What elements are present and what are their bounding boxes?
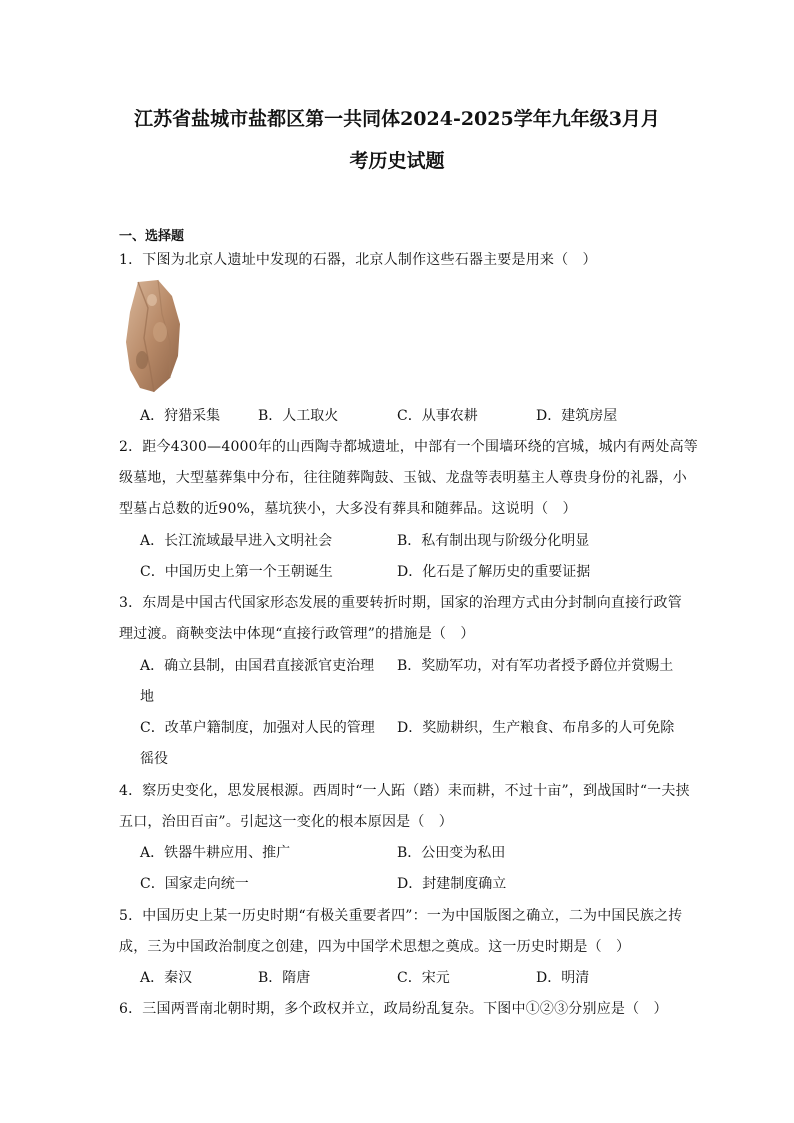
q1-option-d: D．建筑房屋 <box>536 408 618 424</box>
q4-option-c: C．国家走向统一 <box>140 876 249 892</box>
q2-option-b: B．私有制出现与阶级分化明显 <box>397 533 590 549</box>
q4-option-b: B．公田变为私田 <box>397 845 506 861</box>
question-3-stem-line2: 理过渡。商鞅变法中体现“直接行政管理”的措施是（ ） <box>119 626 475 642</box>
q5-option-c: C．宋元 <box>397 970 450 986</box>
question-3-stem-line1: 3．东周是中国古代国家形态发展的重要转折时期，国家的治理方式由分封制向直接行政管 <box>119 595 682 611</box>
q1-option-a: A．狩猎采集 <box>140 408 221 424</box>
q4-option-a: A．铁器牛耕应用、推广 <box>140 845 291 861</box>
question-1-stem: 1．下图为北京人遗址中发现的石器，北京人制作这些石器主要是用来（ ） <box>119 252 597 268</box>
question-6-stem: 6．三国两晋南北朝时期，多个政权并立，政局纷乱复杂。下图中①②③分别应是（ ） <box>119 1001 668 1017</box>
exam-title-line2: 考历史试题 <box>349 150 445 172</box>
q3-option-c: C．改革户籍制度，加强对人民的管理 <box>140 720 375 736</box>
q5-option-b: B．隋唐 <box>258 970 311 986</box>
q3-option-b-wrap: 地 <box>140 689 154 705</box>
question-4-stem-line1: 4．察历史变化，思发展根源。西周时“一人跖（踏）耒而耕，不过十亩”，到战国时“一夫挟 <box>119 783 690 799</box>
question-5-stem-line2: 成，三为中国政治制度之创建，四为中国学术思想之奠成。这一历史时期是（ ） <box>119 939 631 955</box>
q4-option-d: D．封建制度确立 <box>397 876 507 892</box>
q3-option-d: D．奖励耕织，生产粮食、布帛多的人可免除 <box>397 720 675 736</box>
q1-option-c: C．从事农耕 <box>397 408 478 424</box>
question-2-stem-line3: 型墓占总数的近90%，墓坑狭小，大多没有葬具和随葬品。这说明（ ） <box>119 501 577 517</box>
q3-option-b: B．奖励军功，对有军功者授予爵位并赏赐土 <box>397 658 674 674</box>
q2-option-a: A．长江流域最早进入文明社会 <box>140 533 333 549</box>
q3-option-d-wrap: 徭役 <box>140 751 168 767</box>
q1-option-b: B．人工取火 <box>258 408 339 424</box>
q5-option-a: A．秦汉 <box>140 970 193 986</box>
q5-option-d: D．明清 <box>536 970 590 986</box>
question-4-stem-line2: 五口，治田百亩”。引起这一变化的根本原因是（ ） <box>119 814 453 830</box>
q2-option-c: C．中国历史上第一个王朝诞生 <box>140 564 333 580</box>
question-5-stem-line1: 5．中国历史上某一历史时期“有极关重要者四”：一为中国版图之确立，二为中国民族之抟 <box>119 908 683 924</box>
q2-option-d: D．化石是了解历史的重要证据 <box>397 564 591 580</box>
section-heading: 一、选择题 <box>119 229 185 244</box>
question-2-stem-line2: 级墓地，大型墓葬集中分布，往往随葬陶鼓、玉钺、龙盘等表明墓主人尊贵身份的礼器，小 <box>119 470 687 486</box>
question-2-stem-line1: 2．距今4300—4000年的山西陶寺都城遗址，中部有一个围墙环绕的宫城，城内有两处高等 <box>119 439 698 455</box>
q3-option-a: A．确立县制，由国君直接派官吏治理 <box>140 658 375 674</box>
exam-title-line1: 江苏省盐城市盐都区第一共同体2024-2025学年九年级3月月 <box>134 108 660 130</box>
stone-tool-image <box>124 278 184 394</box>
